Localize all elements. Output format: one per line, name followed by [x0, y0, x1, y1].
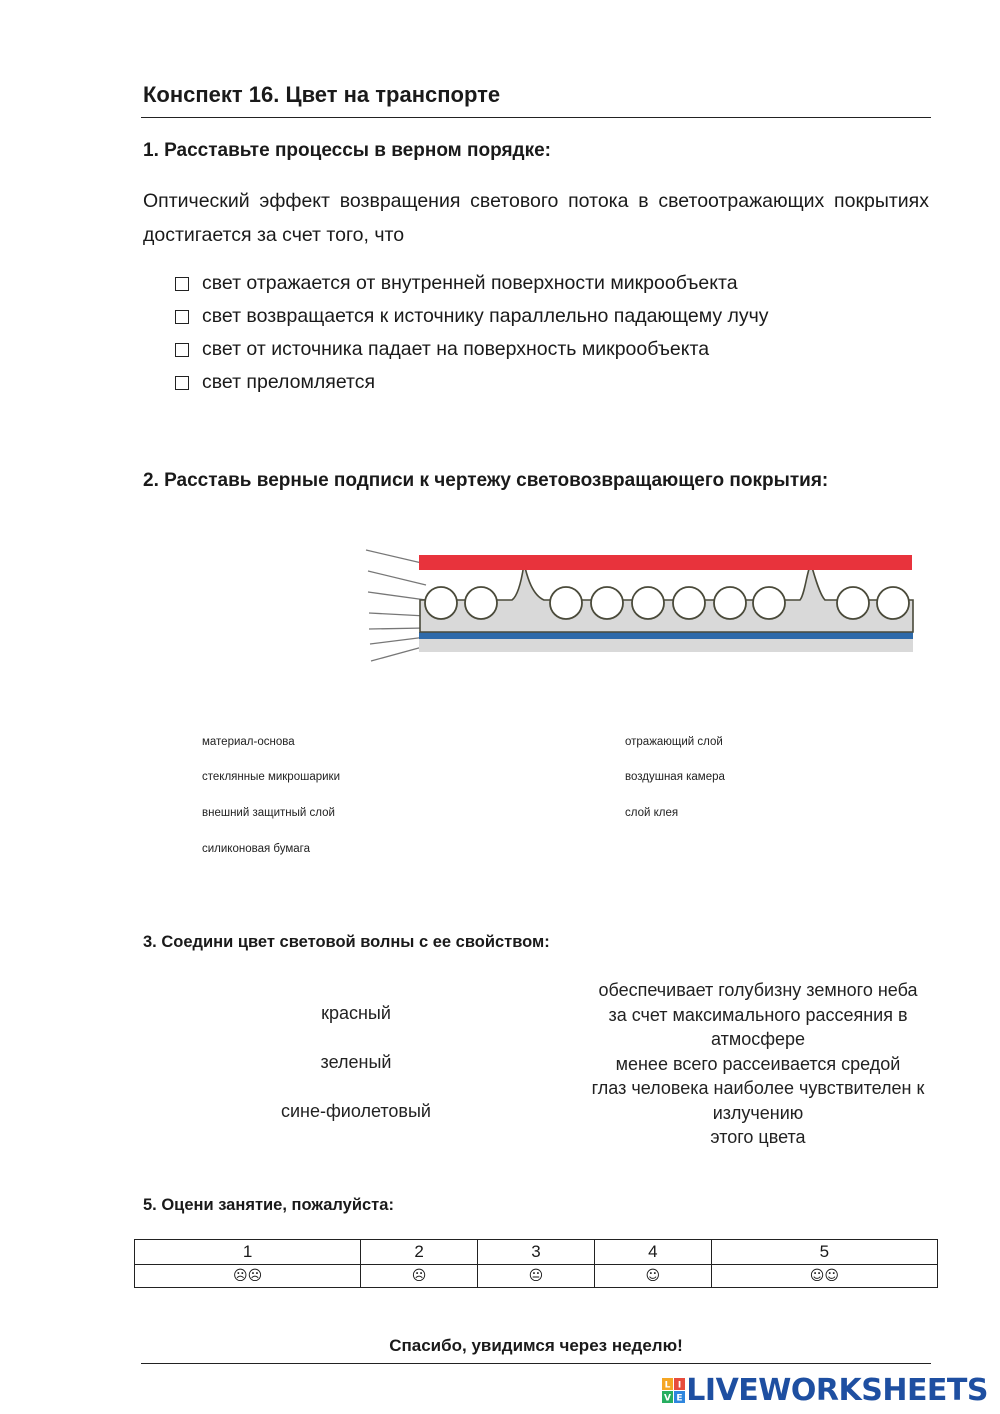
- leader-line-6: [370, 637, 426, 644]
- badge-letter: V: [664, 1393, 672, 1403]
- rating-score[interactable]: 2: [361, 1240, 478, 1265]
- q2-label[interactable]: воздушная камера: [625, 771, 725, 783]
- q3-property-line: излучению: [712, 1102, 804, 1123]
- rating-table: [134, 1239, 938, 1288]
- liveworksheets-logo: [662, 1373, 988, 1408]
- retroreflective-coating-diagram: [360, 540, 920, 670]
- closing-message: Спасибо, увидимся через неделю!: [389, 1336, 683, 1355]
- q1-heading: 1. Расставьте процессы в верном порядке:: [143, 140, 551, 161]
- q1-option-label: свет преломляется: [202, 371, 376, 393]
- checkbox-icon[interactable]: [175, 376, 189, 390]
- q3-property-line: обеспечивает голубизну земного неба: [598, 980, 918, 1000]
- title-underline: [141, 117, 931, 118]
- base-material-layer: [419, 639, 913, 652]
- q1-option[interactable]: [175, 267, 769, 300]
- liveworksheets-badge-icon: [662, 1378, 686, 1404]
- q3-color-item[interactable]: зеленый: [320, 1052, 392, 1072]
- badge-letter: L: [664, 1380, 671, 1390]
- microsphere: [673, 587, 705, 619]
- q1-option[interactable]: [175, 366, 769, 399]
- q1-paragraph: Оптический эффект возвращения светового потока в светоотражающих покрытиях достигается за счет того, что: [143, 190, 929, 246]
- smile-face-icon[interactable]: ☺: [594, 1265, 711, 1288]
- page-title: Конспект 16. Цвет на транспорте: [143, 82, 501, 107]
- q3-property-line: глаз человека наиболее чувствителен к: [591, 1078, 925, 1098]
- microsphere: [714, 587, 746, 619]
- leader-line-3: [368, 592, 426, 600]
- q3-property-item[interactable]: [580, 978, 936, 1052]
- leader-line-1: [366, 550, 426, 564]
- sad-face-icon[interactable]: ☹: [361, 1265, 478, 1288]
- q2-label[interactable]: материал-основа: [202, 736, 295, 748]
- reflective-layer: [419, 632, 913, 639]
- leader-line-7: [371, 646, 426, 661]
- very-sad-face-icon[interactable]: ☹☹: [135, 1265, 361, 1288]
- very-happy-face-icon[interactable]: ☺☺: [711, 1265, 937, 1288]
- badge-letter: I: [678, 1380, 682, 1390]
- microsphere: [550, 587, 582, 619]
- leader-line-5: [369, 628, 426, 629]
- q2-label[interactable]: слой клея: [625, 807, 679, 819]
- q2-label[interactable]: внешний защитный слой: [202, 807, 335, 819]
- q5-heading: 5. Оцени занятие, пожалуйста:: [143, 1196, 394, 1214]
- footer-rule: [141, 1363, 931, 1364]
- q3-color-item[interactable]: сине-фиолетовый: [280, 1101, 431, 1121]
- q3-heading: 3. Соедини цвет световой волны с ее свойством:: [143, 933, 550, 951]
- neutral-face-icon[interactable]: 😐: [478, 1265, 595, 1288]
- q1-option-label: свет возвращается к источнику параллельно падающему лучу: [202, 305, 769, 327]
- rating-score[interactable]: 3: [478, 1240, 595, 1265]
- rating-score[interactable]: 5: [711, 1240, 937, 1265]
- rating-faces-row: [135, 1265, 938, 1288]
- q2-label[interactable]: силиконовая бумага: [202, 843, 311, 855]
- q3-color-item[interactable]: красный: [321, 1003, 391, 1023]
- q1-option[interactable]: [175, 300, 769, 333]
- q1-option-label: свет отражается от внутренней поверхности микрообъекта: [202, 272, 738, 294]
- q3-property-line: атмосфере: [710, 1029, 806, 1049]
- microsphere: [465, 587, 497, 619]
- q3-property-item[interactable]: [580, 1052, 936, 1077]
- rating-scores-row: [135, 1240, 938, 1265]
- checkbox-icon[interactable]: [175, 343, 189, 357]
- q1-option[interactable]: [175, 333, 769, 366]
- q2-heading: 2. Расставь верные подписи к чертежу световозвращающего покрытия:: [143, 470, 829, 491]
- leader-line-2: [368, 571, 426, 585]
- outer-protective-layer: [419, 555, 912, 570]
- checkbox-icon[interactable]: [175, 310, 189, 324]
- q1-options: [175, 267, 769, 399]
- q3-property-line: менее всего рассеивается средой: [615, 1053, 901, 1074]
- q3-property-line: за счет максимального рассеяния в: [608, 1004, 908, 1025]
- leader-lines: [366, 550, 426, 661]
- q2-label[interactable]: стеклянные микрошарики: [202, 771, 340, 783]
- badge-letter: E: [676, 1393, 683, 1403]
- logo-text: LIVEWORKSHEETS: [686, 1373, 988, 1408]
- q3-property-item[interactable]: [580, 1076, 936, 1150]
- rating-score[interactable]: 4: [594, 1240, 711, 1265]
- microsphere: [632, 587, 664, 619]
- q2-label[interactable]: отражающий слой: [625, 736, 723, 748]
- microsphere: [591, 587, 623, 619]
- microsphere: [753, 587, 785, 619]
- q3-property-line: этого цвета: [710, 1127, 806, 1147]
- rating-score[interactable]: 1: [135, 1240, 361, 1265]
- q1-option-label: свет от источника падает на поверхность микрообъекта: [202, 338, 710, 360]
- checkbox-icon[interactable]: [175, 277, 189, 291]
- microsphere: [837, 587, 869, 619]
- microsphere: [425, 587, 457, 619]
- microsphere: [877, 587, 909, 619]
- leader-line-4: [369, 613, 426, 616]
